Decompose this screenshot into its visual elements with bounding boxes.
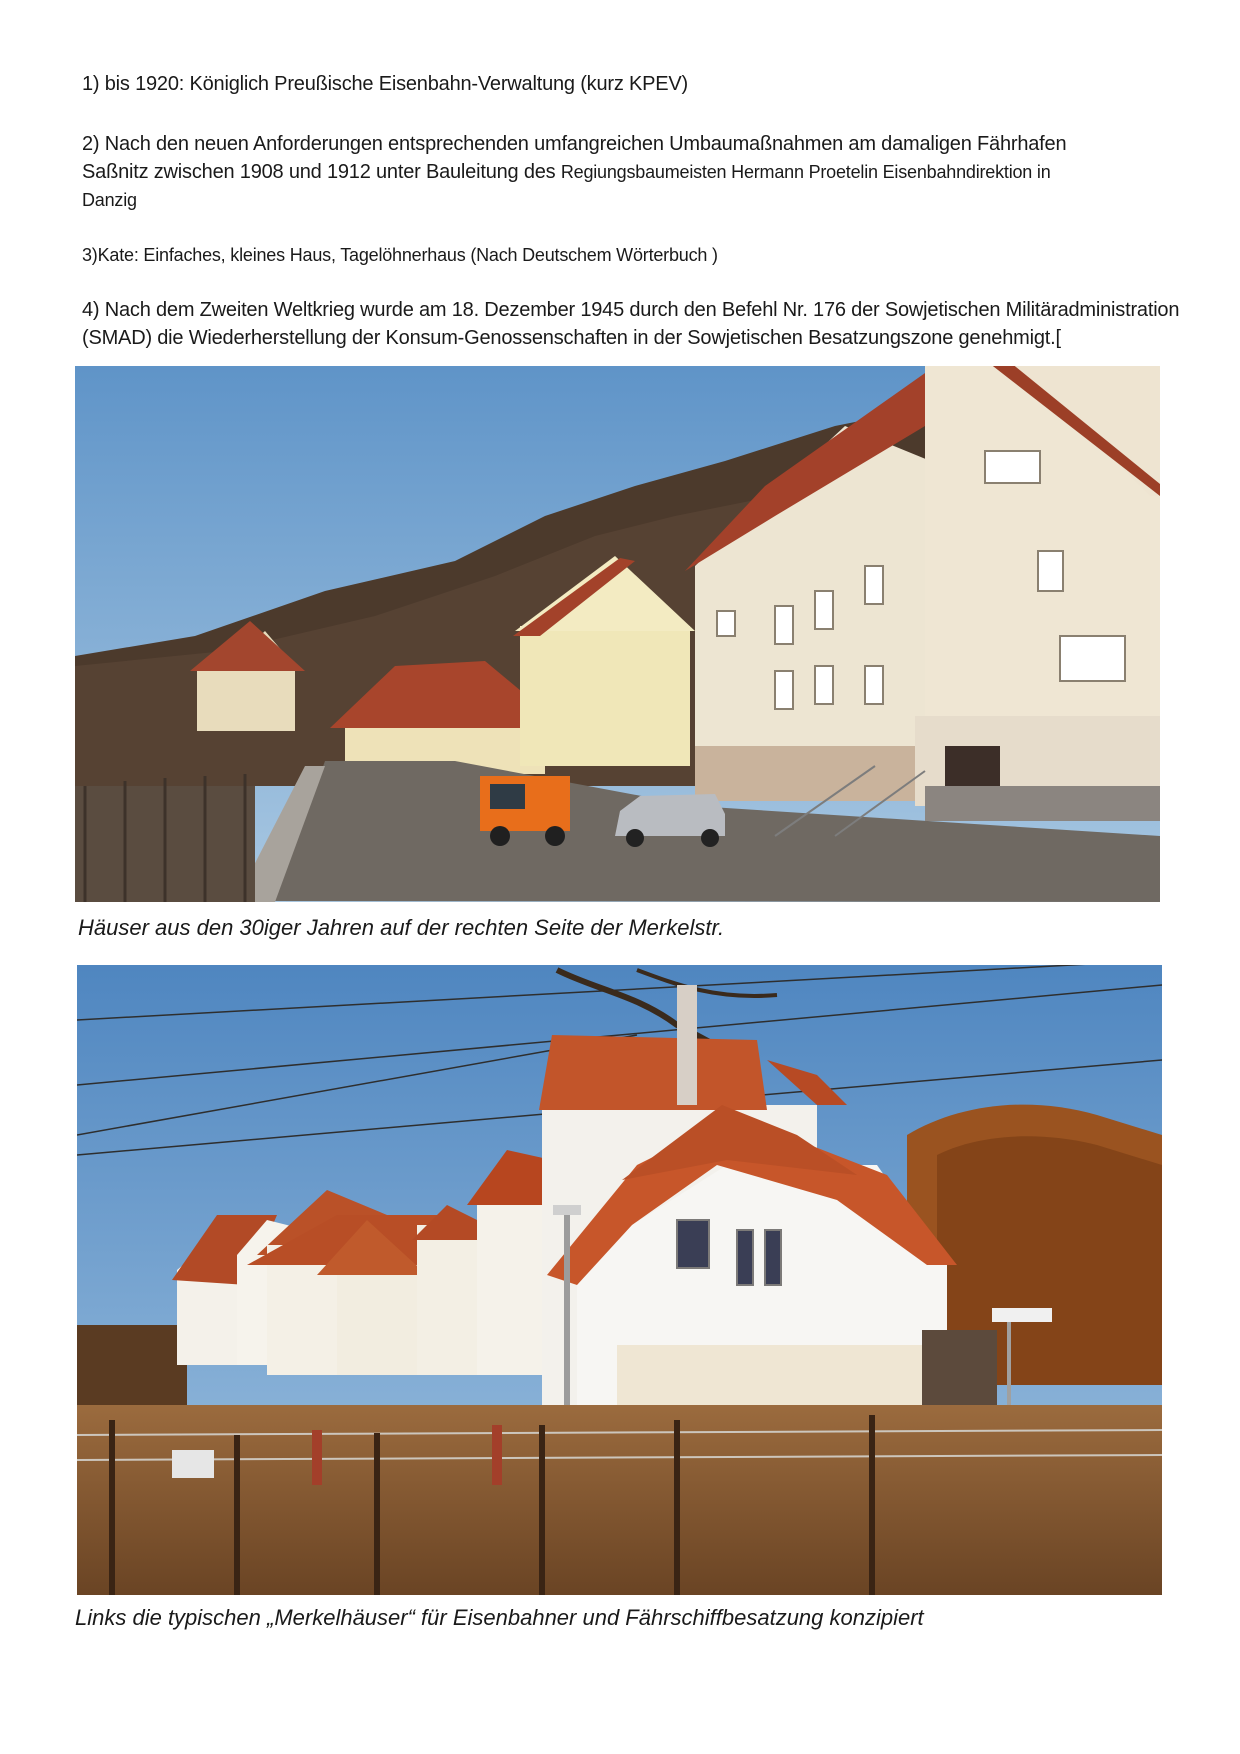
footnote-4	[82, 296, 1179, 352]
footnote-2-line-3: Danzig	[82, 190, 137, 210]
footnote-3: 3)Kate: Einfaches, kleines Haus, Tagelöhnerhaus (Nach Deutschem Wörterbuch )	[82, 245, 718, 265]
photo-merkelhaeuser	[77, 965, 1162, 1595]
footnote-4-line-2: (SMAD) die Wiederherstellung der Konsum-Genossenschaften in der Sowjetischen Besatzungszone genehmigt.[	[82, 327, 1061, 349]
footnote-2-line-2	[82, 158, 1066, 186]
photo-houses-merkelstrasse	[75, 366, 1160, 902]
photo-2-caption: Links die typischen „Merkelhäuser“ für Eisenbahner und Fährschiffbesatzung konzipiert	[75, 1605, 924, 1630]
footnote-2-line-2-small: Regiungsbaumeisten Hermann Proetelin Eisenbahndirektion in	[560, 162, 1051, 182]
footnote-2-line-2-main: Saßnitz zwischen 1908 und 1912 unter Bauleitung des	[82, 161, 561, 183]
photo-1-caption: Häuser aus den 30iger Jahren auf der rechten Seite der Merkelstr.	[78, 915, 725, 940]
footnote-1: 1) bis 1920: Königlich Preußische Eisenbahn-Verwaltung (kurz KPEV)	[82, 73, 689, 95]
footnote-2-line-1: 2) Nach den neuen Anforderungen entsprechenden umfangreichen Umbaumaßnahmen am damaligen Fährhafen	[82, 133, 1067, 155]
footnote-2	[82, 130, 1066, 214]
footnote-4-line-1: 4) Nach dem Zweiten Weltkrieg wurde am 18. Dezember 1945 durch den Befehl Nr. 176 der Sowjetischen Militäradministration	[82, 299, 1180, 321]
